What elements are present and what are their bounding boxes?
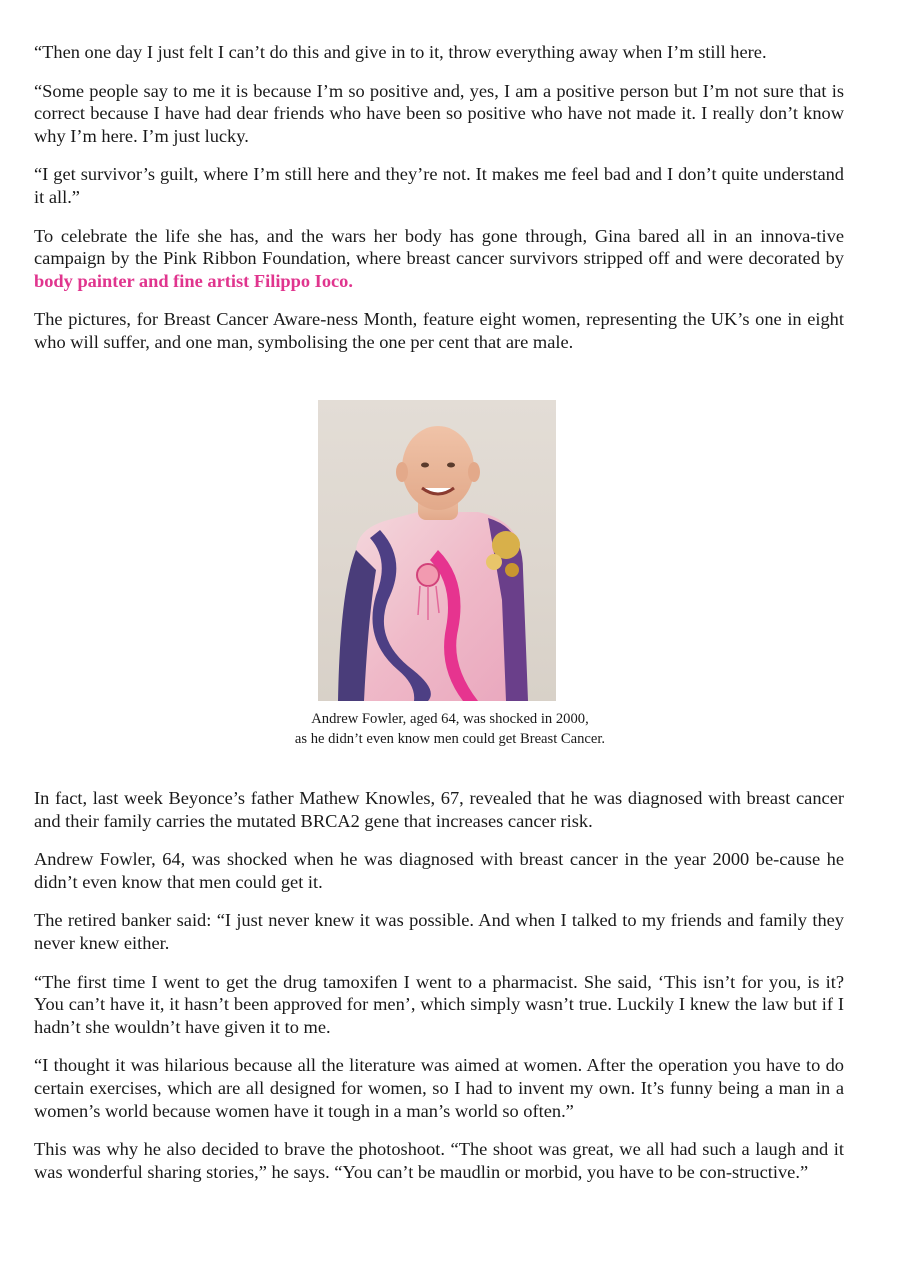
article-top-section <box>34 41 844 370</box>
campaign-paragraph <box>34 225 844 293</box>
quote-paragraph-1: “Then one day I just felt I can’t do this and give in to it, throw everything away when I’m still here. <box>34 42 767 62</box>
retired-banker-paragraph: The retired banker said: “I just never knew it was possible. And when I talked to my friends and family they never knew either. <box>34 910 844 953</box>
pictures-paragraph: The pictures, for Breast Cancer Aware-ness Month, feature eight women, representing the UK’s one in eight who will suffer, and one man, symbolising the one per cent that are male. <box>34 309 844 352</box>
tamoxifen-paragraph: “The first time I went to get the drug tamoxifen I went to a pharmacist. She said, ‘This isn’t for you, is it? You can’t have it, it hasn’t been approved for men’, which simply wasn’t true. Luckily I knew the law but if I hadn’t she wouldn’t have given it to me. <box>34 971 844 1037</box>
artist-link[interactable]: body painter and fine artist Filippo Ioco. <box>34 270 353 291</box>
quote-paragraph-3: “I get survivor’s guilt, where I’m still here and they’re not. It makes me feel bad and I don’t quite understand it all.” <box>34 164 844 207</box>
andrew-fowler-paragraph: Andrew Fowler, 64, was shocked when he was diagnosed with breast cancer in the year 2000 be-cause he didn’t even know that men could get it. <box>34 849 844 892</box>
body-painted-man-illustration <box>318 400 556 701</box>
photo-caption <box>200 709 700 749</box>
photoshoot-paragraph: This was why he also decided to brave the photoshoot. “The shoot was great, we all had such a laugh and it was wonderful sharing stories,” he says. “You can’t be maudlin or morbid, you have to be con-structive.” <box>34 1139 844 1182</box>
portrait-photo <box>318 400 556 701</box>
article-bottom-section <box>34 787 844 1199</box>
campaign-text: To celebrate the life she has, and the wars her body has gone through, Gina bared all in an innova-tive campaign by the Pink Ribbon Foundation, where breast cancer survivors stripped off and were decorated by <box>34 225 844 269</box>
literature-paragraph: “I thought it was hilarious because all the literature was aimed at women. After the operation you have to do certain exercises, which are all designed for women, so I had to invent my own. It’s funny being a man in a women’s world because women have it tough in a man’s world so often.” <box>34 1055 844 1121</box>
caption-line-2: as he didn’t even know men could get Breast Cancer. <box>294 731 606 747</box>
quote-paragraph-2: “Some people say to me it is because I’m so positive and, yes, I am a positive person but I’m not sure that is correct because I have had dear friends who have been so positive who have not made it. I really don’t know why I’m here. I’m just lucky. <box>34 80 844 146</box>
beyonce-father-paragraph: In fact, last week Beyonce’s father Mathew Knowles, 67, revealed that he was diagnosed with breast cancer and their family carries the mutated BRCA2 gene that increases cancer risk. <box>34 788 844 831</box>
caption-line-1: Andrew Fowler, aged 64, was shocked in 2000, <box>311 711 589 727</box>
